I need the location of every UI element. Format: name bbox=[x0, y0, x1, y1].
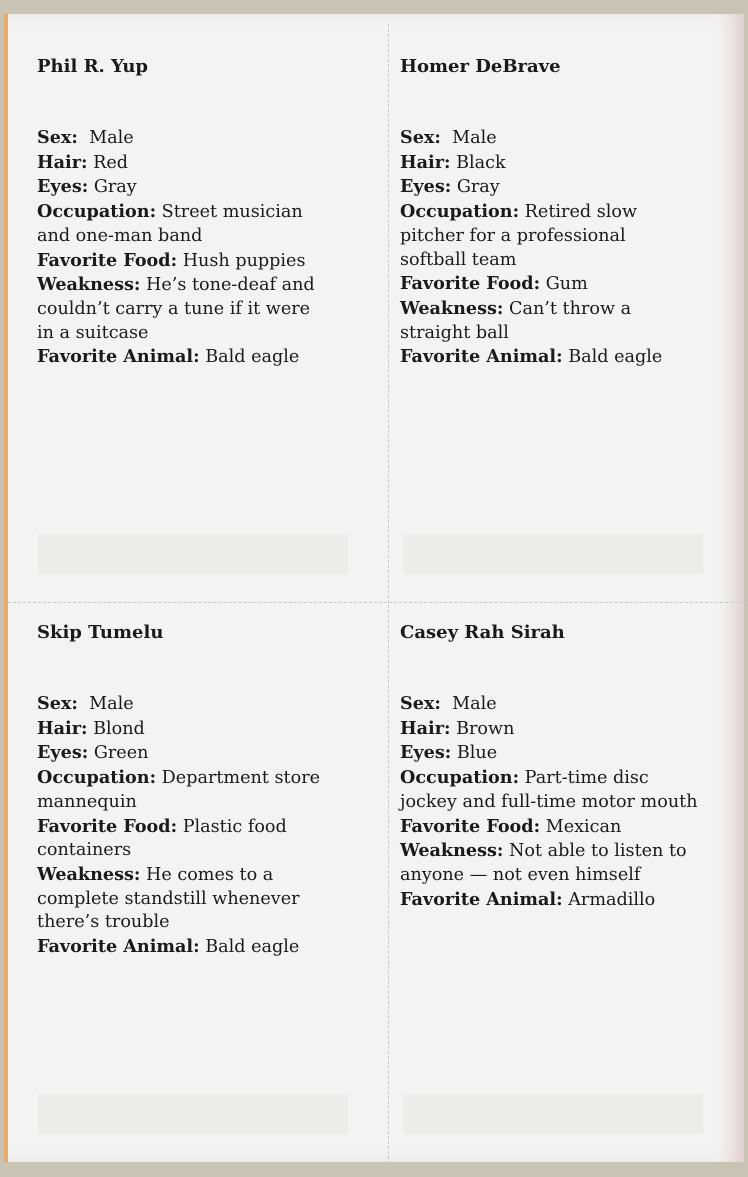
attr-sex: Sex: Male bbox=[37, 693, 134, 714]
attr-eyes: Eyes: Blue bbox=[400, 742, 498, 764]
attr-sex: Sex: Male bbox=[400, 127, 497, 148]
attr-weakness: Weakness: He’s tone-deaf and bbox=[37, 274, 315, 296]
attr-food-cont: containers bbox=[37, 840, 132, 861]
attr-sex: Sex: Male bbox=[400, 693, 497, 714]
attr-occupation-cont: mannequin bbox=[37, 791, 137, 812]
attr-hair: Hair: Blond bbox=[37, 717, 145, 739]
character-card bbox=[400, 56, 745, 370]
vertical-perforation bbox=[388, 24, 389, 1164]
attr-animal: Favorite Animal: Bald eagle bbox=[400, 346, 663, 368]
character-name: Phil R. Yup bbox=[37, 56, 149, 77]
bleed-through-area bbox=[403, 534, 703, 574]
bleed-through-area bbox=[403, 1094, 703, 1134]
attr-weakness-cont: complete standstill whenever bbox=[37, 888, 300, 909]
bleed-through-area bbox=[38, 534, 348, 574]
attr-weakness-cont: in a suitcase bbox=[37, 322, 149, 343]
character-card bbox=[400, 622, 745, 912]
attr-occupation-cont: jockey and full-time motor mouth bbox=[400, 791, 698, 812]
attr-sex: Sex: Male bbox=[37, 127, 134, 148]
character-attributes bbox=[37, 126, 382, 370]
attr-animal: Favorite Animal: Armadillo bbox=[400, 888, 656, 910]
attr-occupation-cont: softball team bbox=[400, 249, 517, 270]
booklet-page bbox=[4, 14, 744, 1162]
attr-hair: Hair: Red bbox=[37, 151, 128, 173]
attr-occupation: Occupation: Department store bbox=[37, 767, 321, 789]
attr-weakness: Weakness: He comes to a bbox=[37, 863, 274, 885]
character-attributes bbox=[400, 126, 745, 370]
character-attributes bbox=[400, 692, 745, 912]
attr-eyes: Eyes: Gray bbox=[37, 176, 137, 198]
attr-weakness-cont: couldn’t carry a tune if it were bbox=[37, 298, 311, 319]
attr-hair: Hair: Brown bbox=[400, 717, 515, 739]
attr-hair: Hair: Black bbox=[400, 151, 506, 173]
character-card bbox=[37, 622, 382, 960]
attr-eyes: Eyes: Green bbox=[37, 742, 149, 764]
attr-food: Favorite Food: Gum bbox=[400, 273, 588, 295]
attr-occupation-cont: and one-man band bbox=[37, 225, 203, 246]
attr-weakness: Weakness: Can’t throw a bbox=[400, 297, 632, 319]
character-attributes bbox=[37, 692, 382, 960]
attr-occupation: Occupation: Retired slow bbox=[400, 201, 638, 223]
character-name: Homer DeBrave bbox=[400, 56, 561, 77]
attr-food: Favorite Food: Plastic food bbox=[37, 815, 287, 837]
attr-animal: Favorite Animal: Bald eagle bbox=[37, 346, 300, 368]
attr-eyes: Eyes: Gray bbox=[400, 176, 500, 198]
bleed-through-area bbox=[38, 1094, 348, 1134]
attr-weakness: Weakness: Not able to listen to bbox=[400, 840, 687, 862]
attr-food: Favorite Food: Hush puppies bbox=[37, 249, 306, 271]
attr-weakness-cont: anyone — not even himself bbox=[400, 864, 641, 885]
character-name: Casey Rah Sirah bbox=[400, 622, 565, 643]
attr-weakness-cont: straight ball bbox=[400, 322, 509, 343]
attr-occupation: Occupation: Street musician bbox=[37, 201, 303, 223]
attr-animal: Favorite Animal: Bald eagle bbox=[37, 936, 300, 958]
character-name: Skip Tumelu bbox=[37, 622, 164, 643]
attr-occupation-cont: pitcher for a professional bbox=[400, 225, 626, 246]
horizontal-perforation bbox=[8, 602, 748, 603]
attr-weakness-cont: there’s trouble bbox=[37, 912, 170, 933]
character-card bbox=[37, 56, 382, 370]
attr-food: Favorite Food: Mexican bbox=[400, 815, 622, 837]
attr-occupation: Occupation: Part-time disc bbox=[400, 767, 649, 789]
